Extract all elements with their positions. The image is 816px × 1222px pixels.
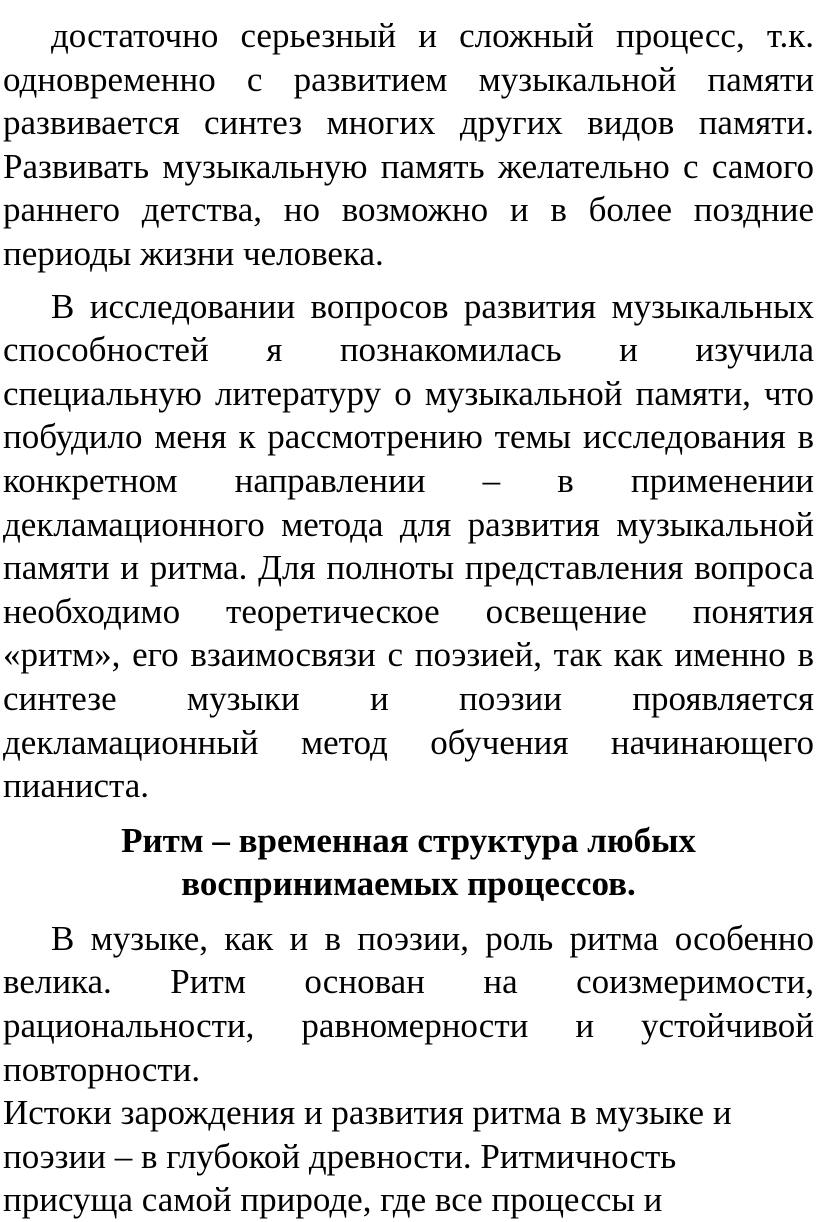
paragraph-rhythm-origins-line-1: Истоки зарождения и развития ритма в музыке и (3, 1093, 732, 1133)
section-heading (3, 819, 814, 906)
paragraph-rhythm-origins-line-2: поэзии – в глубокой древности. Ритмичность (3, 1136, 677, 1176)
section-heading-line-1: Ритм – временная структура любых (121, 820, 696, 860)
section-heading-line-2: воспринимаемых процессов. (181, 864, 636, 904)
paragraph-research-method: В исследовании вопросов развития музыкальных способностей я познакомилась и изучила специальную литературу о музыкальной памяти, что побудило меня к рассмотрению темы исследования в конкретном направлении – в применении декламационного метода для развития музыкальной памяти и ритма. Для полноты представления вопроса необходимо теоретическое освещение понятия «ритм», его взаимосвязи с поэзией, так как именно в синтезе музыки и поэзии проявляется декламационный метод обучения начинающего пианиста. (3, 286, 814, 806)
paragraph-memory-development: достаточно серьезный и сложный процесс, т.к. одновременно с развитием музыкальной памяти развивается синтез многих других видов памяти. Развивать музыкальную память желательно с самого раннего детства, но возможно и в более поздние периоды жизни человека. (3, 16, 814, 273)
paragraph-rhythm-role: В музыке, как и в поэзии, роль ритма особенно велика. Ритм основан на соизмеримости, рациональности, равномерности и устойчивой повторности. (3, 918, 814, 1089)
paragraph-rhythm-origins-line-3: присуща самой природе, где все процессы и (3, 1180, 663, 1220)
paragraph-rhythm-origins (3, 1091, 814, 1222)
